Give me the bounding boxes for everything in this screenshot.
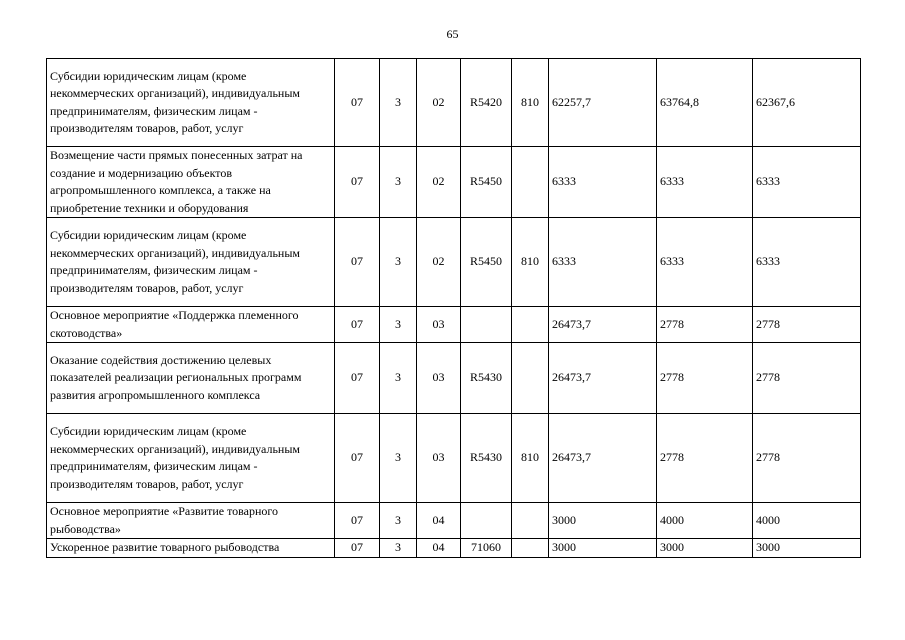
amount-year-3: 3000 bbox=[753, 539, 861, 558]
activity-code: 03 bbox=[417, 343, 461, 414]
direction-code: R5430 bbox=[461, 414, 512, 503]
amount-year-3: 6333 bbox=[753, 147, 861, 218]
direction-code: R5430 bbox=[461, 343, 512, 414]
table-row bbox=[47, 539, 861, 558]
amount-year-1: 6333 bbox=[549, 218, 657, 307]
amount-year-3: 62367,6 bbox=[753, 59, 861, 147]
activity-code: 02 bbox=[417, 147, 461, 218]
program-code: 07 bbox=[335, 307, 380, 343]
subprogram-code: 3 bbox=[380, 414, 417, 503]
program-code: 07 bbox=[335, 147, 380, 218]
amount-year-3: 4000 bbox=[753, 503, 861, 539]
amount-year-2: 3000 bbox=[657, 539, 753, 558]
table-row bbox=[47, 503, 861, 539]
amount-year-1: 3000 bbox=[549, 503, 657, 539]
amount-year-3: 6333 bbox=[753, 218, 861, 307]
program-code: 07 bbox=[335, 343, 380, 414]
table-row bbox=[47, 147, 861, 218]
expense-type-code: 810 bbox=[512, 218, 549, 307]
amount-year-2: 6333 bbox=[657, 147, 753, 218]
expense-type-code bbox=[512, 343, 549, 414]
row-name: Основное мероприятие «Развитие товарного рыбоводства» bbox=[47, 503, 335, 539]
amount-year-2: 2778 bbox=[657, 414, 753, 503]
table-row bbox=[47, 414, 861, 503]
amount-year-2: 63764,8 bbox=[657, 59, 753, 147]
amount-year-2: 2778 bbox=[657, 307, 753, 343]
amount-year-3: 2778 bbox=[753, 414, 861, 503]
expense-type-code: 810 bbox=[512, 59, 549, 147]
amount-year-1: 26473,7 bbox=[549, 307, 657, 343]
row-name: Ускоренное развитие товарного рыбоводства bbox=[47, 539, 335, 558]
activity-code: 02 bbox=[417, 59, 461, 147]
program-code: 07 bbox=[335, 539, 380, 558]
program-code: 07 bbox=[335, 503, 380, 539]
subprogram-code: 3 bbox=[380, 539, 417, 558]
expense-type-code bbox=[512, 503, 549, 539]
amount-year-2: 2778 bbox=[657, 343, 753, 414]
activity-code: 03 bbox=[417, 307, 461, 343]
table-row bbox=[47, 307, 861, 343]
table-row bbox=[47, 218, 861, 307]
amount-year-3: 2778 bbox=[753, 343, 861, 414]
subprogram-code: 3 bbox=[380, 147, 417, 218]
row-name: Основное мероприятие «Поддержка племенного скотоводства» bbox=[47, 307, 335, 343]
program-code: 07 bbox=[335, 218, 380, 307]
table-row bbox=[47, 59, 861, 147]
row-name: Субсидии юридическим лицам (кроме некоммерческих организаций), индивидуальным предпринимателям, физическим лицам - производителям товаров, работ, услуг bbox=[47, 59, 335, 147]
amount-year-1: 3000 bbox=[549, 539, 657, 558]
direction-code bbox=[461, 503, 512, 539]
amount-year-1: 62257,7 bbox=[549, 59, 657, 147]
row-name: Оказание содействия достижению целевых показателей реализации региональных программ развития агропромышленного комплекса bbox=[47, 343, 335, 414]
activity-code: 04 bbox=[417, 503, 461, 539]
direction-code: R5450 bbox=[461, 218, 512, 307]
page-number: 65 bbox=[446, 27, 459, 41]
subprogram-code: 3 bbox=[380, 59, 417, 147]
expense-type-code bbox=[512, 147, 549, 218]
subprogram-code: 3 bbox=[380, 218, 417, 307]
activity-code: 03 bbox=[417, 414, 461, 503]
row-name: Субсидии юридическим лицам (кроме некоммерческих организаций), индивидуальным предпринимателям, физическим лицам - производителям товаров, работ, услуг bbox=[47, 218, 335, 307]
expense-type-code: 810 bbox=[512, 414, 549, 503]
direction-code bbox=[461, 307, 512, 343]
expense-type-code bbox=[512, 307, 549, 343]
amount-year-3: 2778 bbox=[753, 307, 861, 343]
amount-year-1: 6333 bbox=[549, 147, 657, 218]
row-name: Субсидии юридическим лицам (кроме некоммерческих организаций), индивидуальным предпринимателям, физическим лицам - производителям товаров, работ, услуг bbox=[47, 414, 335, 503]
subprogram-code: 3 bbox=[380, 343, 417, 414]
activity-code: 04 bbox=[417, 539, 461, 558]
subprogram-code: 3 bbox=[380, 307, 417, 343]
activity-code: 02 bbox=[417, 218, 461, 307]
row-name: Возмещение части прямых понесенных затрат на создание и модернизацию объектов агропромышленного комплекса, а также на приобретение техники и оборудования bbox=[47, 147, 335, 218]
program-code: 07 bbox=[335, 414, 380, 503]
table-row bbox=[47, 343, 861, 414]
amount-year-1: 26473,7 bbox=[549, 414, 657, 503]
budget-table bbox=[46, 58, 861, 558]
amount-year-2: 6333 bbox=[657, 218, 753, 307]
program-code: 07 bbox=[335, 59, 380, 147]
subprogram-code: 3 bbox=[380, 503, 417, 539]
amount-year-2: 4000 bbox=[657, 503, 753, 539]
direction-code: R5420 bbox=[461, 59, 512, 147]
amount-year-1: 26473,7 bbox=[549, 343, 657, 414]
direction-code: 71060 bbox=[461, 539, 512, 558]
expense-type-code bbox=[512, 539, 549, 558]
direction-code: R5450 bbox=[461, 147, 512, 218]
